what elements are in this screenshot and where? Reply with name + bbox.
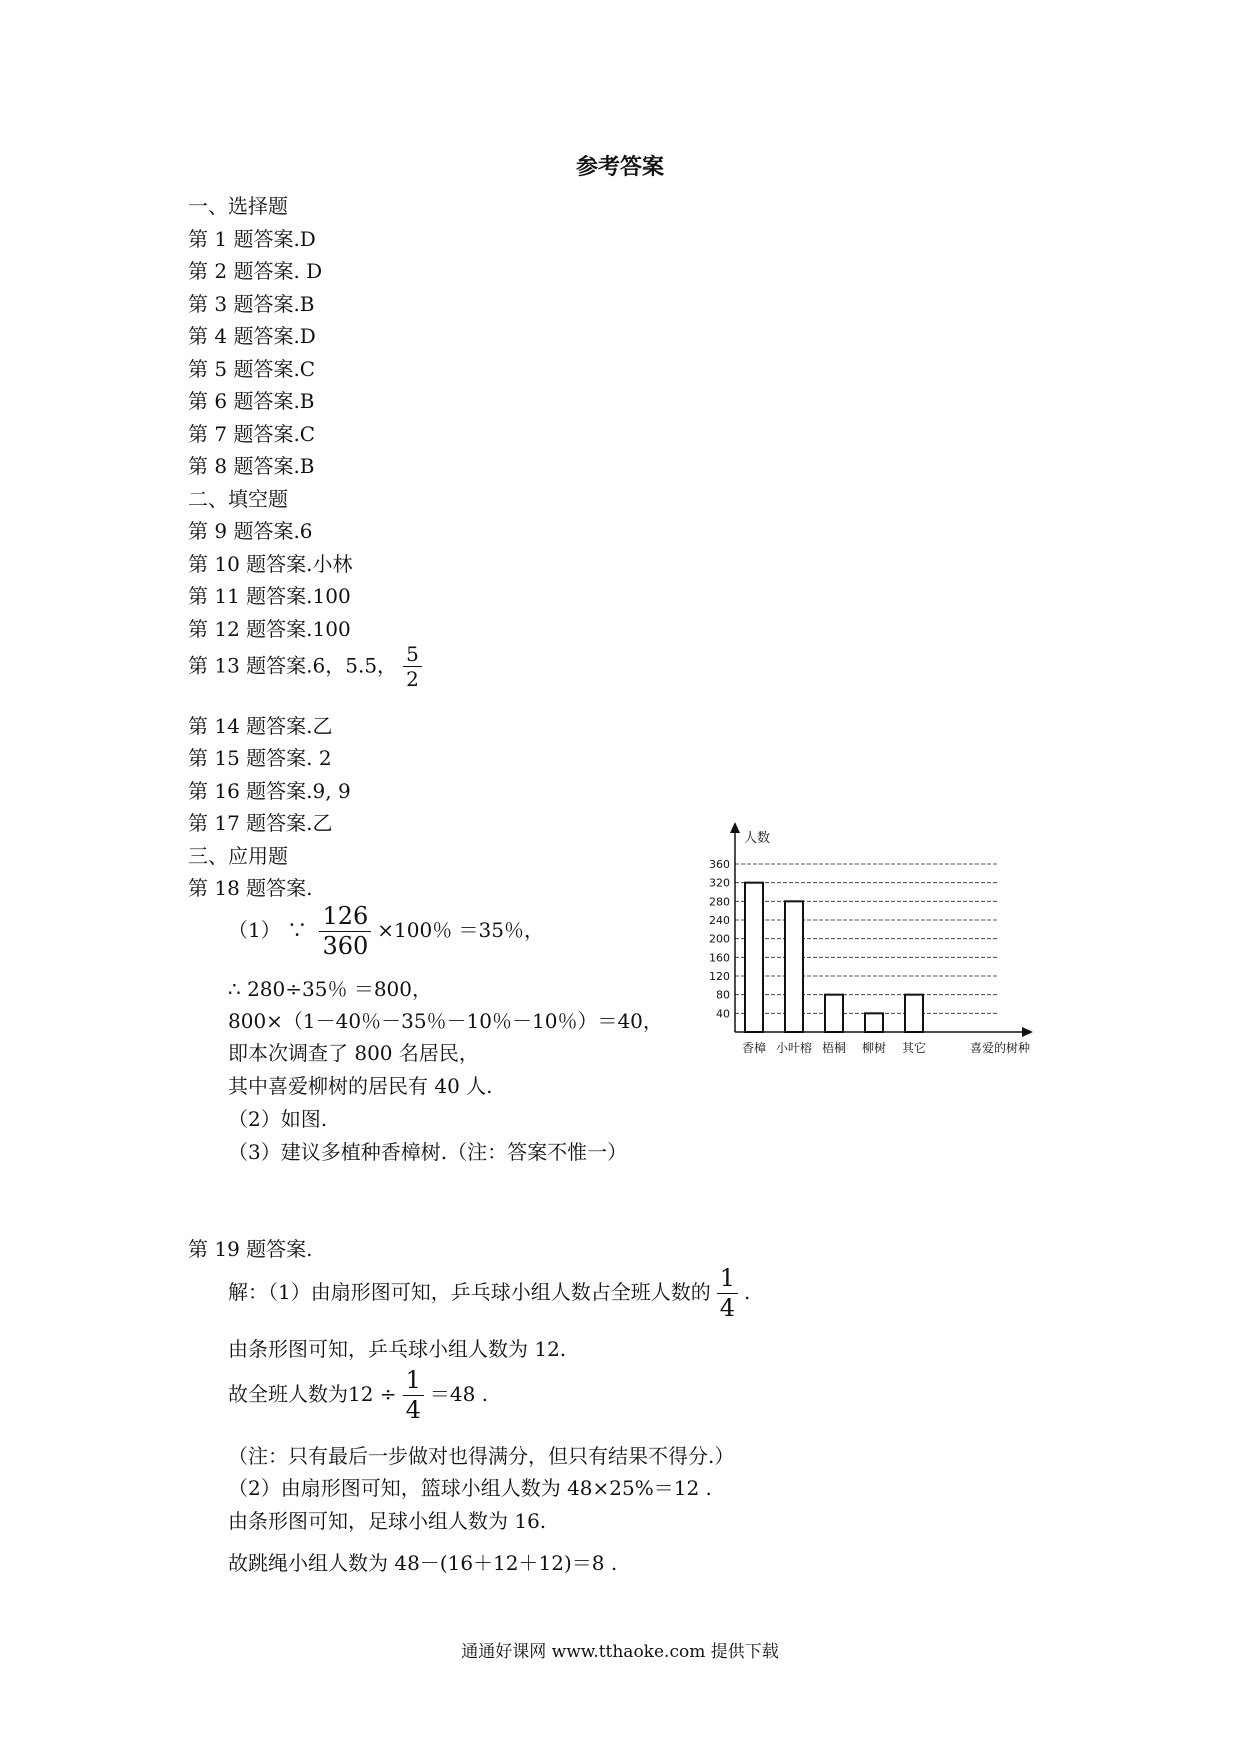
- answer-line: 第 16 题答案.9, 9: [188, 779, 351, 803]
- footer-credit: 通通好课网 www.tthaoke.com 提供下载: [461, 1642, 779, 1662]
- category-label: 小叶榕: [775, 1041, 813, 1055]
- bar-其它: [905, 995, 923, 1032]
- fraction-denominator: 2: [406, 667, 419, 691]
- q13-prefix: 第 13 题答案.6，5.5，: [188, 653, 398, 678]
- answer-line: 第 5 题答案.C: [188, 357, 316, 381]
- q19-line5: （2）由扇形图可知，篮球小组人数为 48×25%＝12 .: [228, 1476, 712, 1500]
- q19-line1: [228, 1265, 750, 1322]
- category-label: 梧桐: [821, 1041, 847, 1055]
- answer-line: 第 7 题答案.C: [188, 422, 316, 446]
- q19-line3: [228, 1367, 488, 1424]
- q19-line2: 由条形图可知，乒乓球小组人数为 12.: [228, 1337, 567, 1361]
- fraction-numerator: 1: [403, 1367, 424, 1396]
- fraction-denominator: 360: [322, 931, 369, 960]
- q18-line: 其中喜爱柳树的居民有 40 人.: [228, 1074, 493, 1098]
- section-heading-fill: 二、填空题: [188, 487, 288, 511]
- bar-chart: [700, 820, 1040, 1065]
- q19-line4: （注：只有最后一步做对也得满分，但只有结果不得分.）: [228, 1444, 735, 1468]
- bar-柳树: [865, 1013, 883, 1032]
- section-heading-choice: 一、选择题: [188, 194, 288, 218]
- x-axis-arrow: [1022, 1027, 1033, 1037]
- bar-梧桐: [825, 995, 843, 1032]
- q18-line: 即本次调查了 800 名居民，: [228, 1041, 479, 1065]
- answer-line: 第 8 题答案.B: [188, 454, 315, 478]
- q18-line: ∴ 280÷35％ ＝800，: [228, 977, 432, 1001]
- answer-line: 第 3 题答案.B: [188, 292, 315, 316]
- y-tick-label: 80: [716, 988, 730, 1002]
- answer-line: 第 12 题答案.100: [188, 617, 351, 641]
- x-axis-label: 喜爱的树种: [969, 1041, 1030, 1055]
- answer-line: 第 15 题答案. 2: [188, 746, 332, 770]
- y-axis-label: 人数: [744, 831, 771, 846]
- q19-line1-prefix: 解：（1）由扇形图可知，乒乓球小组人数占全班人数的: [228, 1280, 711, 1305]
- q18-part1: [228, 903, 544, 960]
- bar-香樟: [745, 883, 763, 1032]
- fraction-numerator: 1: [717, 1265, 738, 1294]
- q18-fraction: [319, 903, 371, 960]
- q13-fraction: [403, 643, 422, 691]
- answer-line: 第 2 题答案. D: [188, 259, 323, 283]
- category-label: 香樟: [741, 1041, 767, 1055]
- answer-line-q13: [188, 643, 428, 691]
- answer-line: 第 9 题答案.6: [188, 519, 313, 543]
- fraction-denominator: 4: [719, 1293, 736, 1322]
- y-tick-label: 240: [709, 914, 730, 927]
- answer-line: 第 1 题答案.D: [188, 227, 316, 251]
- q18-line: 800×（1－40％－35％－10％－10％）＝40，: [228, 1009, 663, 1033]
- y-tick-label: 200: [709, 932, 730, 946]
- fraction-numerator: 126: [319, 903, 371, 932]
- fraction-denominator: 4: [405, 1395, 421, 1424]
- q18-line: （2）如图.: [228, 1107, 328, 1131]
- q19-fraction-2: [403, 1367, 424, 1424]
- q19-line6: 由条形图可知，足球小组人数为 16.: [228, 1509, 547, 1533]
- page-title: 参考答案: [575, 155, 664, 180]
- y-tick-label: 120: [709, 970, 730, 983]
- y-tick-label: 40: [716, 1007, 730, 1021]
- answer-line: 第 10 题答案.小林: [188, 552, 353, 576]
- q19-line3-suffix: ＝48 .: [429, 1382, 489, 1407]
- answer-line: 第 17 题答案.乙: [188, 811, 333, 835]
- q19-fraction-1: [717, 1265, 738, 1322]
- q19-header: 第 19 题答案.: [188, 1237, 313, 1261]
- answer-line: 第 6 题答案.B: [188, 389, 315, 413]
- q19-line1-suffix: .: [744, 1280, 751, 1305]
- answer-line: 第 14 题答案.乙: [188, 714, 333, 738]
- y-tick-label: 320: [709, 876, 730, 890]
- y-tick-label: 360: [709, 858, 730, 871]
- fraction-numerator: 5: [403, 643, 422, 667]
- section-heading-application: 三、应用题: [188, 844, 288, 868]
- bar-小叶榕: [785, 901, 803, 1032]
- q19-line7: 故跳绳小组人数为 48－(16＋12＋12)＝8 .: [228, 1551, 618, 1575]
- answer-line: 第 11 题答案.100: [188, 584, 351, 608]
- y-tick-label: 280: [709, 895, 730, 909]
- y-axis-arrow: [730, 822, 740, 833]
- answer-line: 第 18 题答案.: [188, 876, 313, 900]
- answer-line: 第 4 题答案.D: [188, 324, 316, 348]
- q18-line: （3）建议多植种香樟树.（注：答案不惟一）: [228, 1140, 628, 1164]
- q19-line3-prefix: 故全班人数为12 ÷: [228, 1382, 397, 1407]
- category-label: 其它: [901, 1041, 927, 1055]
- category-label: 柳树: [861, 1041, 887, 1055]
- y-tick-label: 160: [709, 951, 730, 965]
- q18-part1-suffix: ×100％ ＝35％，: [377, 918, 545, 943]
- q18-part1-prefix: （1） ∵: [228, 918, 314, 943]
